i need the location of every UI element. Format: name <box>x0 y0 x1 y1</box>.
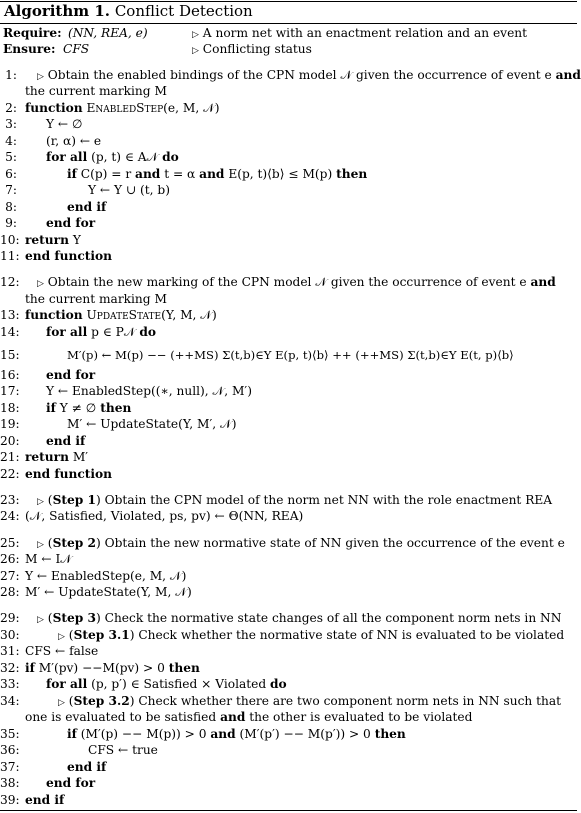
code-line <box>0 643 577 659</box>
line-text: function EnabledStep(e, M, 𝒩) <box>25 101 220 115</box>
line-text: ▷ (Step 3.1) Check whether the normative state of NN is evaluated to be violated <box>58 628 565 642</box>
code-line <box>0 416 577 432</box>
comment-triangle-icon: ▷ <box>37 279 44 289</box>
line-number: 15: <box>0 348 20 362</box>
code-line <box>0 274 577 290</box>
line-text: if C(p) = r and t = α and E(p, t)⟨b⟩ ≤ M(p) then <box>67 167 368 181</box>
code-line <box>0 67 581 83</box>
line-text: end for <box>46 776 96 790</box>
line-text: Y ← EnabledStep((∗, null), 𝒩, M′) <box>46 384 252 398</box>
code-line <box>0 726 577 742</box>
ensure-line <box>0 41 577 57</box>
line-text: Y ← EnabledStep(e, M, 𝒩) <box>25 569 187 583</box>
code-line <box>0 166 577 182</box>
line-number: 11: <box>0 249 20 263</box>
line-text: M′ ← UpdateState(Y, M′, 𝒩) <box>67 417 237 431</box>
algorithm-title <box>4 2 253 20</box>
code-line <box>0 466 577 482</box>
code-line <box>0 400 577 416</box>
line-text: end function <box>25 249 113 263</box>
code-line <box>0 199 577 215</box>
code-line <box>0 100 577 116</box>
line-number: 8: <box>5 200 17 214</box>
line-number: 2: <box>5 101 17 115</box>
line-number: 10: <box>0 233 20 247</box>
require-label: Require: <box>3 26 62 40</box>
line-text: end function <box>25 467 113 481</box>
comment-triangle-icon: ▷ <box>192 46 199 56</box>
line-text: for all p ∈ P𝒩 do <box>46 325 157 339</box>
line-text: ▷ Obtain the new marking of the CPN model 𝒩 given the occurrence of event e and <box>37 275 556 289</box>
line-number: 4: <box>5 134 17 148</box>
line-number: 17: <box>0 384 20 398</box>
line-number: 34: <box>0 694 20 708</box>
code-line <box>0 248 577 264</box>
code-line <box>0 383 577 399</box>
code-line <box>0 660 577 676</box>
require-line <box>0 25 577 41</box>
line-number: 23: <box>0 493 20 507</box>
code-line <box>0 775 577 791</box>
line-number: 33: <box>0 677 20 691</box>
code-line <box>0 291 577 307</box>
line-text: if Y ≠ ∅ then <box>46 401 132 415</box>
line-text: end if <box>25 793 65 807</box>
comment-triangle-icon: ▷ <box>192 30 199 40</box>
comment-triangle-icon: ▷ <box>37 540 44 550</box>
line-text: for all (p, p′) ∈ Satisfied × Violated do <box>46 677 287 691</box>
code-line <box>0 149 577 165</box>
ensure-comment: Conflicting status <box>202 42 312 56</box>
line-text: function UpdateState(Y, M, 𝒩) <box>25 308 217 322</box>
line-number: 29: <box>0 611 20 625</box>
line-text: CFS ← false <box>25 644 99 658</box>
line-text: the current marking M <box>25 292 167 306</box>
line-number: 5: <box>5 150 17 164</box>
line-text: Y ← ∅ <box>46 117 83 131</box>
line-number: 18: <box>0 401 20 415</box>
line-number: 35: <box>0 727 20 741</box>
line-number: 19: <box>0 417 20 431</box>
comment-triangle-icon: ▷ <box>58 632 65 642</box>
line-text: end if <box>67 200 107 214</box>
code-line <box>0 709 577 725</box>
line-text: (r, α) ← e <box>46 134 102 148</box>
line-number: 22: <box>0 467 20 481</box>
comment-triangle-icon: ▷ <box>37 72 44 82</box>
line-number: 25: <box>0 536 20 550</box>
line-text: CFS ← true <box>88 743 158 757</box>
code-line <box>0 116 577 132</box>
line-text: ▷ (Step 3) Check the normative state changes of all the component norm nets in NN <box>37 611 562 625</box>
code-line <box>0 433 577 449</box>
line-number: 7: <box>5 183 17 197</box>
code-line <box>0 215 577 231</box>
code-line <box>0 182 577 198</box>
code-line <box>0 344 577 366</box>
ensure-value: CFS <box>63 42 90 56</box>
line-number: 38: <box>0 776 20 790</box>
code-line <box>0 584 577 600</box>
line-number: 39: <box>0 793 20 807</box>
line-number: 24: <box>0 509 20 523</box>
code-line <box>0 693 577 709</box>
line-text: ▷ (Step 3.2) Check whether there are two component norm nets in NN such that <box>58 694 562 708</box>
line-number: 36: <box>0 743 20 757</box>
code-line <box>0 232 577 248</box>
code-line <box>0 367 577 383</box>
algorithm-label: Algorithm 1. <box>4 2 111 20</box>
code-line <box>0 676 577 692</box>
bottom-rule <box>0 810 577 811</box>
line-text: ▷ Obtain the enabled bindings of the CPN model 𝒩 given the occurrence of event e and <box>37 68 581 82</box>
ensure-label: Ensure: <box>3 42 56 56</box>
line-text: return Y <box>25 233 81 247</box>
line-number: 21: <box>0 450 20 464</box>
code-line <box>0 742 577 758</box>
line-text: return M′ <box>25 450 89 464</box>
code-line <box>0 83 577 99</box>
line-text: (𝒩, Satisfied, Violated, ps, pv) ← Θ(NN, REA) <box>25 509 304 523</box>
code-line <box>0 324 577 340</box>
line-number: 6: <box>5 167 17 181</box>
line-text: ▷ (Step 1) Obtain the CPN model of the norm net NN with the role enactment REA <box>37 493 553 507</box>
line-number: 20: <box>0 434 20 448</box>
line-number: 31: <box>0 644 20 658</box>
line-number: 27: <box>0 569 20 583</box>
line-number: 37: <box>0 760 20 774</box>
code-line <box>0 792 577 808</box>
line-number: 3: <box>5 117 17 131</box>
line-text: ▷ (Step 2) Obtain the new normative state of NN given the occurrence of the event e <box>37 536 565 550</box>
code-line <box>0 449 577 465</box>
line-text: if M′(pv) −−M(pv) > 0 then <box>25 661 200 675</box>
code-line <box>0 627 577 643</box>
line-text: end for <box>46 368 96 382</box>
code-line <box>0 307 577 323</box>
line-number: 26: <box>0 552 20 566</box>
require-value: (NN, REA, e) <box>68 26 148 40</box>
line-number: 13: <box>0 308 20 322</box>
algorithm-name: Conflict Detection <box>114 2 253 20</box>
comment-triangle-icon: ▷ <box>37 615 44 625</box>
line-text: end if <box>67 760 107 774</box>
line-text: the current marking M <box>25 84 167 98</box>
line-number: 9: <box>5 216 17 230</box>
code-line <box>0 535 577 551</box>
line-text: M ← I𝒩 <box>25 552 72 566</box>
line-text: end if <box>46 434 86 448</box>
code-line <box>0 759 577 775</box>
code-line <box>0 551 577 567</box>
line-text: end for <box>46 216 96 230</box>
require-comment: A norm net with an enactment relation and an event <box>202 26 528 40</box>
code-line <box>0 568 577 584</box>
line-text: one is evaluated to be satisfied and the other is evaluated to be violated <box>25 710 473 724</box>
line-number: 16: <box>0 368 20 382</box>
line-number: 14: <box>0 325 20 339</box>
line-number: 28: <box>0 585 20 599</box>
title-rule <box>0 23 577 24</box>
comment-triangle-icon: ▷ <box>37 497 44 507</box>
line-text: M′ ← UpdateState(Y, M, 𝒩) <box>25 585 192 599</box>
line-number: 12: <box>0 275 20 289</box>
line-number: 32: <box>0 661 20 675</box>
line-text: M′(p) ← M(p) −− (++MS) Σ(t,b)∈Y E(p, t)⟨b⟩ ++ (++MS) Σ(t,b)∈Y E(t, p)⟨b⟩ <box>67 348 514 362</box>
line-number: 30: <box>0 628 20 642</box>
code-line <box>0 133 577 149</box>
line-text: Y ← Y ∪ (t, b) <box>88 183 170 197</box>
line-text: if (M′(p) −− M(p)) > 0 and (M′(p′) −− M(p′)) > 0 then <box>67 727 406 741</box>
code-line <box>0 508 577 524</box>
line-number: 1: <box>5 68 17 82</box>
code-line <box>0 492 577 508</box>
comment-triangle-icon: ▷ <box>58 698 65 708</box>
line-text: for all (p, t) ∈ A𝒩 do <box>46 150 179 164</box>
code-line <box>0 610 577 626</box>
